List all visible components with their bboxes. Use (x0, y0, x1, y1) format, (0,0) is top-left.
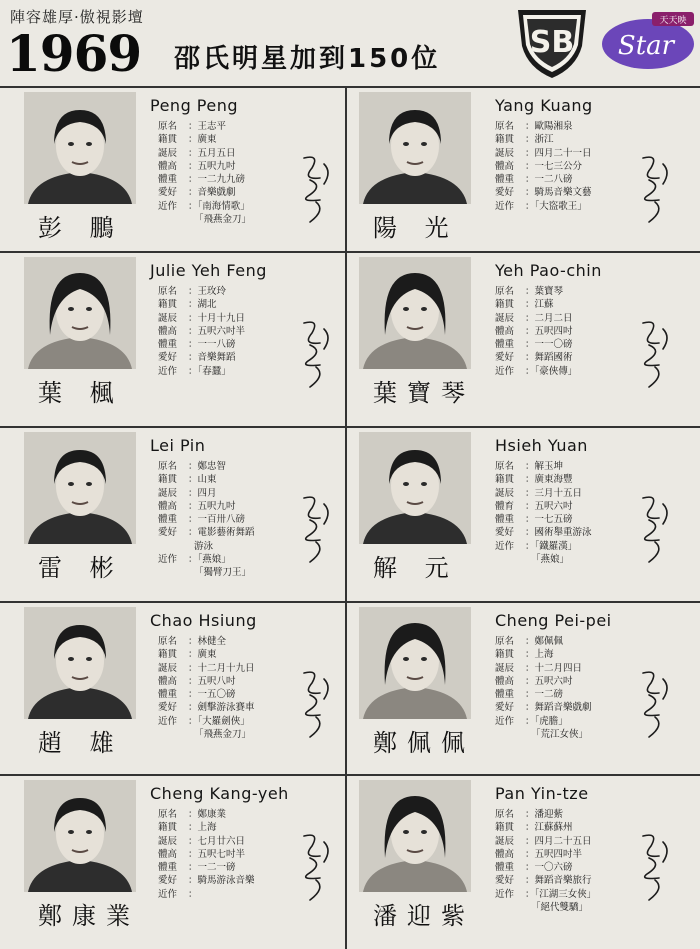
field-value: ：五呎九吋 (188, 160, 236, 172)
field-value: ：王玫玲 (188, 286, 227, 297)
field-label: 近作 (495, 200, 515, 212)
field-label: 籍貫 (495, 649, 515, 661)
profile-row (495, 715, 592, 728)
shaw-brothers-logo (512, 2, 592, 82)
field-label: 籍貫 (158, 299, 178, 311)
field-label: 誕辰 (495, 312, 515, 324)
field-label: 愛好 (158, 352, 178, 364)
profile-row (495, 500, 592, 513)
profile-row (495, 648, 592, 661)
field-value: ：鄭忠智 (188, 461, 227, 472)
field-value: ：五呎四吋半 (525, 848, 583, 860)
field-label: 籍貫 (158, 649, 178, 661)
profile-info (495, 285, 577, 378)
star-card (347, 426, 692, 601)
field-label: 體高 (495, 160, 515, 172)
chinese-name: 鄭康業 (38, 902, 140, 930)
field-value: ：四月二十一日 (525, 147, 592, 159)
portrait-photo (359, 432, 471, 544)
profile-continuation: 「燕娘」 (531, 554, 570, 566)
field-value: ：葉寶琴 (525, 286, 564, 297)
star-portrait (24, 432, 136, 544)
profile-info (495, 120, 592, 213)
profile-info (495, 460, 592, 566)
star-logo-word: Star (617, 31, 675, 61)
profile-continuation: 「飛燕金刀」 (194, 214, 252, 226)
profile-row (495, 351, 577, 364)
profile-row (158, 473, 255, 486)
profile-row (495, 526, 592, 539)
star-card (347, 601, 692, 774)
field-label: 籍貫 (495, 474, 515, 486)
profile-row (495, 120, 592, 133)
profile-row (158, 675, 255, 688)
english-name: Peng Peng (150, 96, 239, 115)
field-value: ：一五〇磅 (188, 689, 236, 701)
field-label: 誕辰 (158, 487, 178, 499)
chinese-name: 解 元 (373, 554, 459, 582)
profile-row (158, 173, 251, 186)
field-label: 誕辰 (158, 662, 178, 674)
field-value: ：一二八磅 (525, 174, 573, 186)
handwritten-signature (629, 315, 681, 393)
handwritten-signature (629, 490, 681, 568)
field-value: ：一二磅 (525, 689, 564, 701)
field-value: ：鄭佩佩 (525, 636, 564, 647)
star-card (347, 251, 692, 426)
handwritten-signature (290, 665, 342, 743)
field-value: ：王志平 (188, 121, 227, 132)
portrait-photo (24, 607, 136, 719)
profile-row (495, 200, 592, 213)
field-label: 體重 (495, 689, 515, 701)
profile-info (158, 635, 255, 741)
field-label: 體重 (158, 174, 178, 186)
portrait-photo (359, 257, 471, 369)
field-value: ：舞蹈音樂戲劇 (525, 702, 592, 714)
handwritten-signature (290, 150, 342, 228)
profile-continuation: 「絕代雙驕」 (531, 902, 589, 914)
field-label: 籍貫 (158, 134, 178, 146)
field-label: 近作 (158, 715, 178, 727)
field-value: ：舞蹈國術 (525, 352, 573, 364)
field-value: ：「鐵羅漢」 (525, 540, 578, 552)
field-label: 原名 (495, 636, 515, 647)
field-label: 原名 (495, 121, 515, 132)
star-portrait (24, 257, 136, 369)
profile-row (158, 874, 255, 887)
profile-row (158, 285, 245, 298)
field-value: ：劍擊游泳賽車 (188, 702, 255, 714)
profile-row (158, 848, 255, 861)
profile-row (158, 487, 255, 500)
profile-row (158, 526, 255, 539)
profile-row (495, 874, 596, 887)
chinese-name: 潘迎紫 (373, 902, 475, 930)
chinese-name: 葉 楓 (38, 379, 124, 407)
portrait-photo (24, 432, 136, 544)
field-value: ：五呎九吋 (188, 500, 236, 512)
field-value: ：「大盜歌王」 (525, 200, 587, 212)
profile-row (495, 285, 577, 298)
chinese-name: 陽 光 (373, 214, 459, 242)
field-label: 誕辰 (158, 835, 178, 847)
field-label: 籍貫 (495, 299, 515, 311)
profile-row (495, 701, 592, 714)
field-label: 體重 (158, 514, 178, 526)
field-value: ：一一〇磅 (525, 339, 573, 351)
profile-row (495, 675, 592, 688)
field-value: ：五月五日 (188, 147, 236, 159)
profile-row (158, 298, 245, 311)
field-value: ：四月 (188, 487, 217, 499)
profile-row (158, 808, 255, 821)
profile-row (158, 120, 251, 133)
field-label: 近作 (158, 365, 178, 377)
profile-row (495, 133, 592, 146)
field-value: ：一〇六磅 (525, 862, 573, 874)
field-label: 原名 (495, 809, 515, 820)
profile-info (158, 285, 245, 378)
header-year: 1969 (6, 24, 142, 83)
field-value: ：「春蠶」 (188, 365, 231, 377)
field-label: 體高 (495, 325, 515, 337)
field-value: ：浙江 (525, 134, 554, 146)
portrait-photo (359, 607, 471, 719)
field-label: 體重 (495, 514, 515, 526)
portrait-photo (359, 780, 471, 892)
field-label: 體重 (495, 862, 515, 874)
field-value: ：林健全 (188, 636, 227, 647)
star-card (347, 774, 692, 949)
field-label: 誕辰 (495, 487, 515, 499)
field-label: 原名 (495, 461, 515, 472)
field-label: 體高 (495, 675, 515, 687)
field-label: 愛好 (158, 527, 178, 539)
profile-row (158, 133, 251, 146)
field-label: 體重 (495, 339, 515, 351)
profile-row (158, 701, 255, 714)
field-label: 體高 (158, 160, 178, 172)
profile-row (158, 200, 251, 213)
field-label: 愛好 (495, 187, 515, 199)
profile-row (495, 173, 592, 186)
field-value: ：山東 (188, 474, 217, 486)
field-label: 體高 (158, 325, 178, 337)
profile-row (495, 147, 592, 160)
profile-row (158, 688, 255, 701)
field-value: ：江蘇 (525, 299, 554, 311)
field-label: 誕辰 (495, 662, 515, 674)
field-label: 體重 (158, 339, 178, 351)
profile-row (158, 147, 251, 160)
field-label: 籍貫 (495, 134, 515, 146)
field-label: 體育 (495, 500, 515, 512)
field-label: 原名 (158, 121, 178, 132)
profile-row (495, 487, 592, 500)
field-label: 籍貫 (495, 822, 515, 834)
profile-info (158, 808, 255, 901)
field-label: 體重 (158, 862, 178, 874)
chinese-name: 趙 雄 (38, 729, 124, 757)
page-header (0, 0, 700, 86)
english-name: Cheng Pei-pei (495, 611, 612, 630)
field-value: ：一七三公分 (525, 160, 583, 172)
field-value: ：歐陽湘泉 (525, 121, 573, 132)
field-value: ：四月二十五日 (525, 835, 592, 847)
profile-row (158, 338, 245, 351)
field-label: 愛好 (158, 702, 178, 714)
profile-row (158, 861, 255, 874)
profile-row (495, 835, 596, 848)
profile-row (495, 460, 592, 473)
profile-row (495, 312, 577, 325)
portrait-photo (24, 780, 136, 892)
field-value: ：江蘇蘇州 (525, 822, 573, 834)
star-logo-tag: 天天映 (659, 16, 687, 26)
field-label: 近作 (158, 554, 178, 566)
field-value: ：五呎四吋 (525, 325, 573, 337)
field-label: 近作 (158, 200, 178, 212)
field-label: 原名 (495, 286, 515, 297)
star-card (0, 251, 345, 426)
field-value: ：五呎六吋 (525, 675, 573, 687)
star-portrait (359, 607, 471, 719)
field-value: ：鄭康業 (188, 809, 227, 820)
field-label: 體重 (158, 689, 178, 701)
header-headline: 邵氏明星加到150位 (174, 44, 441, 74)
field-label: 近作 (158, 888, 178, 900)
handwritten-signature (629, 150, 681, 228)
profile-info (158, 460, 255, 580)
handwritten-signature (629, 665, 681, 743)
field-value: ：上海 (525, 649, 554, 661)
field-label: 誕辰 (158, 312, 178, 324)
english-name: Yang Kuang (495, 96, 593, 115)
star-portrait (24, 92, 136, 204)
field-label: 愛好 (158, 187, 178, 199)
profile-row (495, 298, 577, 311)
field-value: ：一一八磅 (188, 339, 236, 351)
profile-row (495, 808, 596, 821)
field-label: 愛好 (158, 875, 178, 887)
profile-row (495, 861, 596, 874)
field-value: ：五呎八吋 (188, 675, 236, 687)
profile-row (495, 821, 596, 834)
star-card (0, 426, 345, 601)
profile-row (495, 186, 592, 199)
profile-row (495, 365, 577, 378)
field-label: 誕辰 (495, 147, 515, 159)
profile-row (495, 662, 592, 675)
english-name: Pan Yin-tze (495, 784, 589, 803)
profile-row (158, 351, 245, 364)
profile-row (495, 635, 592, 648)
header-kicker: 陣容雄厚·傲視影壇 (10, 8, 144, 26)
profile-info (495, 635, 592, 741)
portrait-photo (24, 92, 136, 204)
profile-row (495, 338, 577, 351)
english-name: Julie Yeh Feng (150, 261, 267, 280)
profile-row (158, 513, 255, 526)
profile-row (158, 460, 255, 473)
field-label: 近作 (495, 715, 515, 727)
star-portrait (359, 257, 471, 369)
profile-row (158, 835, 255, 848)
profile-row (495, 513, 592, 526)
field-value: ：「大羅劍俠」 (188, 715, 250, 727)
field-value: ：十二月四日 (525, 662, 583, 674)
profile-row (495, 325, 577, 338)
profile-row (158, 312, 245, 325)
portrait-photo (24, 257, 136, 369)
english-name: Yeh Pao-chin (495, 261, 602, 280)
field-label: 體高 (495, 848, 515, 860)
field-value: ：音樂戲劇 (188, 187, 236, 199)
star-channel-logo (600, 10, 696, 72)
star-card (0, 86, 345, 251)
field-value: ：舞蹈音樂旅行 (525, 875, 592, 887)
field-value: ：廣東海豐 (525, 474, 573, 486)
handwritten-signature (290, 828, 342, 906)
profile-row (158, 365, 245, 378)
field-value: ：一二九九磅 (188, 174, 246, 186)
field-value: ：十二月十九日 (188, 662, 255, 674)
field-label: 誕辰 (495, 835, 515, 847)
field-label: 體高 (158, 500, 178, 512)
profile-row (495, 540, 592, 553)
english-name: Hsieh Yuan (495, 436, 588, 455)
chinese-name: 雷 彬 (38, 554, 124, 582)
field-value: ：五呎六吋半 (188, 325, 246, 337)
star-card (0, 774, 345, 949)
field-value: ：「豪俠傳」 (525, 365, 578, 377)
field-value: ：七月廿六日 (188, 835, 246, 847)
chinese-name: 鄭佩佩 (373, 729, 475, 757)
field-value: ：「燕娘」 (188, 554, 231, 566)
field-value: ：「虎膽」 (525, 715, 568, 727)
profile-info (495, 808, 596, 914)
field-value: ：廣東 (188, 649, 217, 661)
star-portrait (359, 92, 471, 204)
field-value: ：「南海情歌」 (188, 200, 250, 212)
portrait-photo (359, 92, 471, 204)
profile-row (158, 648, 255, 661)
field-label: 籍貫 (158, 474, 178, 486)
profile-row (158, 888, 255, 901)
field-label: 誕辰 (158, 147, 178, 159)
profile-continuation: 「獨臂刀王」 (194, 567, 252, 579)
profile-row (158, 325, 245, 338)
field-label: 體重 (495, 174, 515, 186)
field-value: ：電影藝術舞蹈 (188, 527, 255, 539)
field-value: ：解玉坤 (525, 461, 564, 472)
field-label: 原名 (158, 286, 178, 297)
profile-row (158, 635, 255, 648)
profile-row (158, 160, 251, 173)
chinese-name: 彭 鵬 (38, 214, 124, 242)
field-value: ：三月十五日 (525, 487, 583, 499)
field-value: ：國術舉重游泳 (525, 527, 592, 539)
handwritten-signature (290, 490, 342, 568)
field-label: 籍貫 (158, 822, 178, 834)
field-label: 原名 (158, 636, 178, 647)
profile-row (495, 848, 596, 861)
field-value: ：五呎七吋半 (188, 848, 246, 860)
field-value: ：騎馬游泳音樂 (188, 875, 255, 887)
field-label: 體高 (158, 675, 178, 687)
english-name: Chao Hsiung (150, 611, 257, 630)
field-value: ：騎馬音樂文藝 (525, 187, 592, 199)
field-value: ：廣東 (188, 134, 217, 146)
handwritten-signature (629, 828, 681, 906)
profile-row (158, 553, 255, 566)
star-portrait (359, 432, 471, 544)
field-label: 愛好 (495, 875, 515, 887)
star-portrait (24, 780, 136, 892)
field-label: 原名 (158, 461, 178, 472)
field-label: 體高 (158, 848, 178, 860)
field-label: 愛好 (495, 702, 515, 714)
profile-row (158, 715, 255, 728)
handwritten-signature (290, 315, 342, 393)
profile-continuation: 「荒江女俠」 (531, 729, 589, 741)
star-grid (0, 86, 700, 949)
profile-continuation: 游泳 (194, 540, 214, 552)
field-value: ：湖北 (188, 299, 217, 311)
english-name: Lei Pin (150, 436, 206, 455)
field-value: ：「江湖三女俠」 (525, 888, 597, 900)
profile-info (158, 120, 251, 226)
field-label: 原名 (158, 809, 178, 820)
profile-row (158, 662, 255, 675)
field-label: 愛好 (495, 527, 515, 539)
field-value: ：一二一磅 (188, 862, 236, 874)
profile-row (158, 186, 251, 199)
profile-row (495, 688, 592, 701)
star-card (347, 86, 692, 251)
profile-row (495, 888, 596, 901)
profile-continuation: 「飛燕金刀」 (194, 729, 252, 741)
field-value: ：一七五磅 (525, 514, 573, 526)
star-card (0, 601, 345, 774)
english-name: Cheng Kang-yeh (150, 784, 289, 803)
field-label: 近作 (495, 888, 515, 900)
profile-row (158, 500, 255, 513)
field-value: ：上海 (188, 822, 217, 834)
star-portrait (24, 607, 136, 719)
field-label: 愛好 (495, 352, 515, 364)
profile-row (495, 160, 592, 173)
star-portrait (359, 780, 471, 892)
field-value: ：音樂舞蹈 (188, 352, 236, 364)
field-label: 近作 (495, 365, 515, 377)
field-value: ：一百卅八磅 (188, 514, 246, 526)
field-value: ：十月十九日 (188, 312, 246, 324)
profile-row (495, 473, 592, 486)
field-value: ： (188, 888, 198, 900)
field-value: ：潘迎紫 (525, 809, 564, 820)
chinese-name: 葉寶琴 (373, 379, 475, 407)
field-value: ：五呎六吋 (525, 500, 573, 512)
sb-logo-text: SB (529, 25, 575, 60)
profile-row (158, 821, 255, 834)
field-value: ：二月二日 (525, 312, 573, 324)
field-label: 近作 (495, 540, 515, 552)
